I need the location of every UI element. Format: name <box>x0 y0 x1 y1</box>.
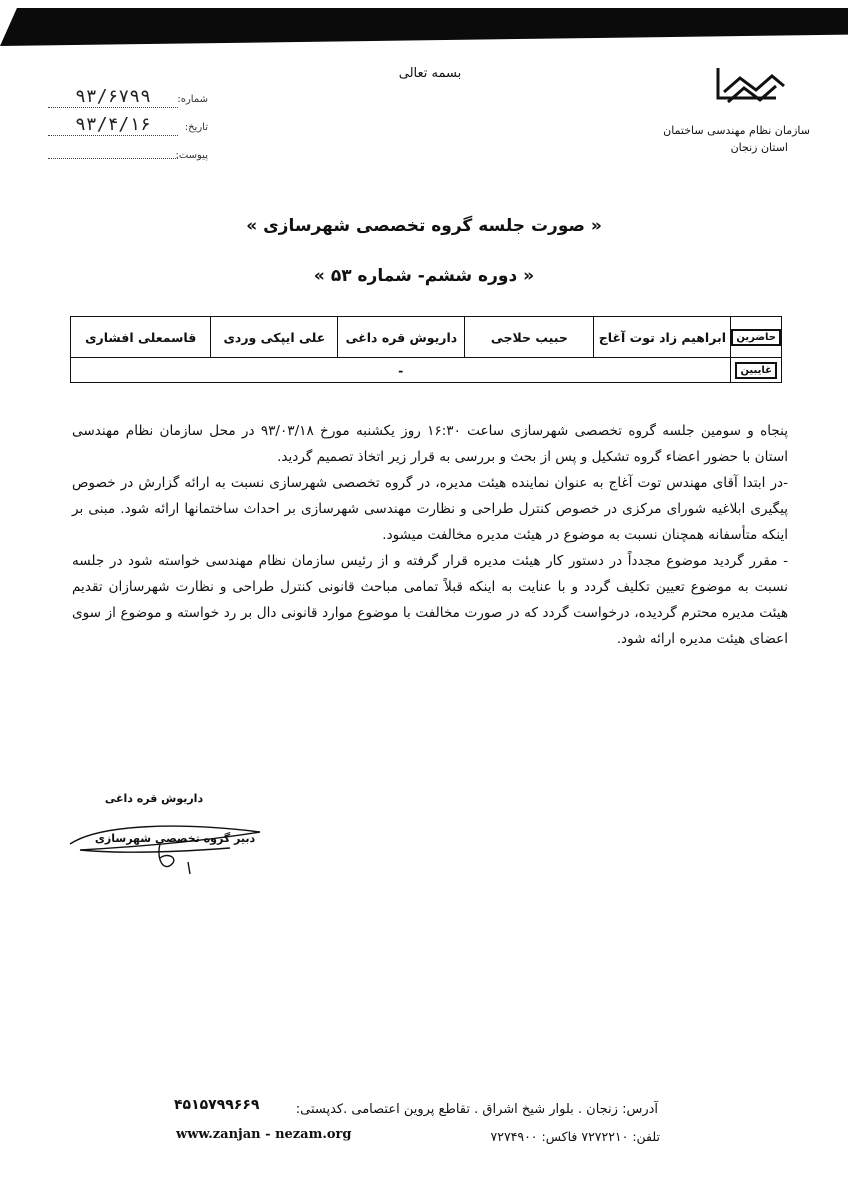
scan-edge-bar <box>0 0 848 40</box>
footer-address: آدرس: زنجان . بلوار شیخ اشراق . تقاطع پروین اعتصامی .کدپستی: <box>295 1102 658 1117</box>
footer-website: www.zanjan - nezam.org <box>176 1127 352 1142</box>
number-label: شماره: <box>177 94 208 105</box>
attachment-label: پیوست: <box>175 150 208 161</box>
org-province: استان زنجان <box>730 141 788 154</box>
date-value: ۹۳/۴/۱۶ <box>48 114 178 136</box>
postal-code: ۴۵۱۵۷۹۹۶۶۹ <box>174 1097 260 1113</box>
absent-label: غایبین <box>735 362 777 379</box>
attachment-row <box>48 146 208 166</box>
attendee-name: حبیب حلاجی <box>465 317 594 358</box>
body-paragraph: -در ابتدا آقای مهندس توت آغاج به عنوان نماینده هیئت مدیره، در گروه تخصصی شهرسازی نسبت به ارائه گزارش در خصوص پیگیری ابلاغیه شورای مرکزی در خصوص کنترل طراحی و نظارت مهندسی شهرسازی بر احداث ساختمانها ارائه شود. مبنی بر اینکه متأسفانه همچنان نسبت به موضوع در هیئت مدیره مخالفت میشود. <box>72 475 788 543</box>
date-row <box>48 114 208 138</box>
signatory-role: دبیر گروه تخصصی شهرسازی <box>94 832 256 845</box>
handwritten-signature <box>60 814 280 884</box>
date-label: تاریخ: <box>184 122 208 133</box>
signatory-name: داریوش قره داغی <box>104 792 204 805</box>
number-value: ۹۳/۶۷۹۹ <box>48 86 178 108</box>
minutes-body <box>72 418 788 652</box>
number-row <box>48 86 208 110</box>
attendance-table <box>70 316 782 383</box>
absent-row <box>71 358 782 383</box>
document-subtitle: « دوره ششم- شماره ۵۳ » <box>313 266 535 286</box>
org-name: سازمان نظام مهندسی ساختمان <box>663 124 810 137</box>
footer-phones: تلفن: ۷۲۷۲۲۱۰ فاکس: ۷۲۷۴۹۰۰ <box>490 1129 660 1144</box>
bismillah-header: بسمه تعالی <box>398 66 462 81</box>
absent-value: - <box>71 358 731 383</box>
document-title: « صورت جلسه گروه تخصصی شهرسازی » <box>246 216 602 236</box>
present-row <box>71 317 782 358</box>
attendee-name: قاسمعلی افشاری <box>71 317 211 358</box>
organization-block <box>610 122 810 156</box>
body-paragraph: - مقرر گردید موضوع مجدداً در دستور کار هیئت مدیره قرار گرفته و از رئیس سازمان نظام مهندسی خواسته شود در جلسه نسبت به موضوع تعیین تکلیف گردد و با عنایت به اینکه قبلاً تمامی مباحث قانونی کنترل طراحی و نظارت شهرسازان تقدیم هیئت مدیره محترم گردیده، درخواست گردد که در صورت مخالفت با موضوع موارد قانونی دال بر رد خواسته و موضوع از سوی اعضای هیئت مدیره ارائه شود. <box>72 553 788 647</box>
body-paragraph: پنجاه و سومین جلسه گروه تخصصی شهرسازی ساعت ۱۶:۳۰ روز یکشنبه مورخ ۹۳/۰۳/۱۸ در محل سازمان نظام مهندسی استان با حضور اعضاء گروه تشکیل و پس از بحث و بررسی به قرار زیر اتخاذ تصمیم گردید. <box>72 423 789 465</box>
attendee-name: داریوش قره داغی <box>338 317 465 358</box>
attachment-value <box>48 142 178 159</box>
attendee-name: ابراهیم زاد توت آغاج <box>594 317 731 358</box>
present-label: حاضرین <box>731 329 781 346</box>
org-logo-icon <box>706 62 790 110</box>
attendee-name: علی ایپکی وردی <box>211 317 338 358</box>
